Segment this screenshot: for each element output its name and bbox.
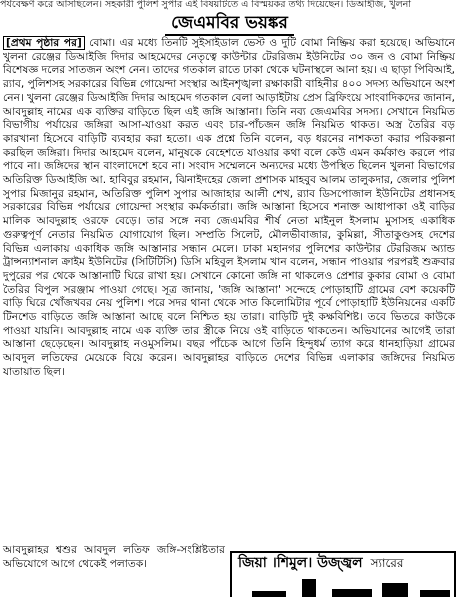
- article-body-text: বোমা। এর মধ্যে তিনটি সুইসাইডাল ভেস্ট ও দুটি বোমা নিষ্ক্রিয় করা হয়েছে। অভিযানে খুলনা রেঞ্জের ডিআইজি দিদার আহমেদের নেতৃত্বে কাউন্টার টেররিজম ইউনিটের ৩০ জন ও বোমা নিষ্ক্রিয় বিশেষজ্ঞ দলের সাতজন অংশ নেন। তাদের গতকাল রাতে ঢাকা থেকে ঘটনাস্থলে আনা হয়। এ ছাড়া পিবিআই, র‌্যাব, পুলিশসহ সরকারের বিভিন্ন গোয়েন্দা সংস্থার আইনশৃঙ্খলা রক্ষাকারী বাহিনীর ৪০০ সদস্য অভিযানে অংশ নেন। খুলনা রেঞ্জের ডিআইজি দিদার আহমেদ গতকাল বেলা আড়াইটায় প্রেস ব্রিফিংয়ে সাংবাদিকদের জানান, আবদুল্লাহ নামের এক ব্যক্তির বাড়িতে ছিল এই জঙ্গি আস্তানা। তিনি নব্য জেএমবির সদস্য। সেখানে নিয়মিত বিভাগীয় পর্যায়ের জঙ্গিরা আসা-যাওয়া করত এবং চার-পাঁচজন জঙ্গি নিয়মিত থাকত। অস্ত্র তৈরির বড় কারখানা হিসেবে বাড়িটি ব্যবহার করা হতো। এক প্রশ্নে তিনি বলেন, বড় ধরনের নাশকতা করার পরিকল্পনা করছিল জঙ্গিরা। দিদার আহমেদ বলেন, মানুষকে বেহেশতে যাওয়ার কথা বলে কেউ এমন কর্মকাণ্ড করলে পার পাবে না। জঙ্গিদের স্থান বাংলাদেশে হবে না। সংবাদ সম্মেলনে অন্যদের মধ্যে উপস্থিত ছিলেন খুলনা বিভাগের অতিরিক্ত ডিআইজি আ. হাবিবুর রহমান, ঝিনাইদহের জেলা প্রশাসক মাহবুব আলম তালুকদার, জেলার পুলিশ সুপার মিজানুর রহমান, অতিরিক্ত পুলিশ সুপার আজাহার আলী শেখ, র‌্যাব ডিসপোজাল ইউনিটের প্রধানসহ সরকারের বিভিন্ন পর্যায়ের গোয়েন্দা সংস্থার কর্মকর্তারা। জঙ্গি আস্তানা হিসেবে শনাক্ত আধাপাকা ওই বাড়ির মালিক আবদুল্লাহ ওরফে বেড়ে। তার সঙ্গে নব্য জেএমবির শীর্ষ নেতা মাইনুল ইসলাম মুসাসহ একাধিক গুরুত্বপূর্ণ নেতার নিয়মিত যোগাযোগ ছিল। সম্প্রতি সিলেট, মৌলভীবাজার, কুমিল্লা, সীতাকুণ্ডসহ দেশের বিভিন্ন এলাকায় একাধিক জঙ্গি আস্তানার সন্ধান মেলে। ঢাকা মহানগর পুলিশের কাউন্টার টেররিজম অ্যান্ড ট্রান্সন্যাশনাল ক্রাইম ইউনিটের (সিটিটিসি) ডিসি মহিবুল ইসলাম খান বলেন, সন্ধান পাওয়ার পরপরই শুক্রবার দুপুরের পর থেকে আস্তানাটি ঘিরে রাখা হয়। সেখানে কোনো জঙ্গি না থাকলেও প্রেশার কুকার বোমা ও বোমা তৈরির বিপুল সরঞ্জাম পাওয়া গেছে। সূত্র জানায়, 'জঙ্গি আস্তানা' সন্দেহে পোড়াহাটি গ্রামের বেশ কয়েকটি বাড়ি ঘিরে খোঁজখবর নেয় পুলিশ। পরে সদর থানা থেকে সাত কিলোমিটার পূর্বে পোড়াহাটি ইউনিয়নের একটি টিনশেড বাড়িতে জঙ্গি আস্তানা আছে বলে নিশ্চিত হয় তারা। বাড়িটি দুই কক্ষবিশিষ্ট। তবে ভিতরে কাউকে পাওয়া যায়নি। আবদুল্লাহ নামে এক ব্যক্তি তার স্ত্রীকে নিয়ে ওই বাড়িতে থাকতেন। অভিযানের আগেই তারা আস্তানা ছেড়েছেন। আবদুল্লাহ নওমুসলিম। বছর পাঁচেক আগে তিনি হিন্দুধর্ম ত্যাগ করে ধানহাড়িয়া গ্রামের আবদুল লতিফের মেয়েকে বিয়ে করেন। আবদুল্লাহর বাড়িতে দেশের বিভিন্ন এলাকার জঙ্গিদের নিয়মিত যাতায়াত ছিল।: [3, 37, 455, 378]
- article-body: [3, 37, 455, 380]
- advertisement-names: জিয়া ।শিমুল। উজ্জ্বল: [238, 555, 363, 571]
- headline-container: [0, 12, 459, 36]
- advertisement-box: [230, 551, 456, 597]
- continuation-label: [প্রথম পৃষ্ঠার পর]: [3, 36, 85, 50]
- article-headline: জেএমবির ভয়ঙ্কর: [165, 12, 294, 36]
- advertisement-large-lettering: [232, 575, 454, 597]
- advertisement-title: [232, 553, 454, 573]
- previous-article-strip: পর্যবেক্ষণ করে আসছিলেন। সহকারী পুলিশ সুপার এই বিষয়টিতে এ বিস্ময়কর তথ্য দিয়েছেন। ডিআইজি, খুলনা: [0, 0, 412, 10]
- article-last-paragraph: আবদুল্লাহর শ্বশুর আবদুল লতিফ জঙ্গি-সংশ্লিষ্টতার অভিযোগে আগে থেকেই পলাতক।: [3, 544, 225, 570]
- advertisement-suffix: স্যারের: [370, 556, 404, 570]
